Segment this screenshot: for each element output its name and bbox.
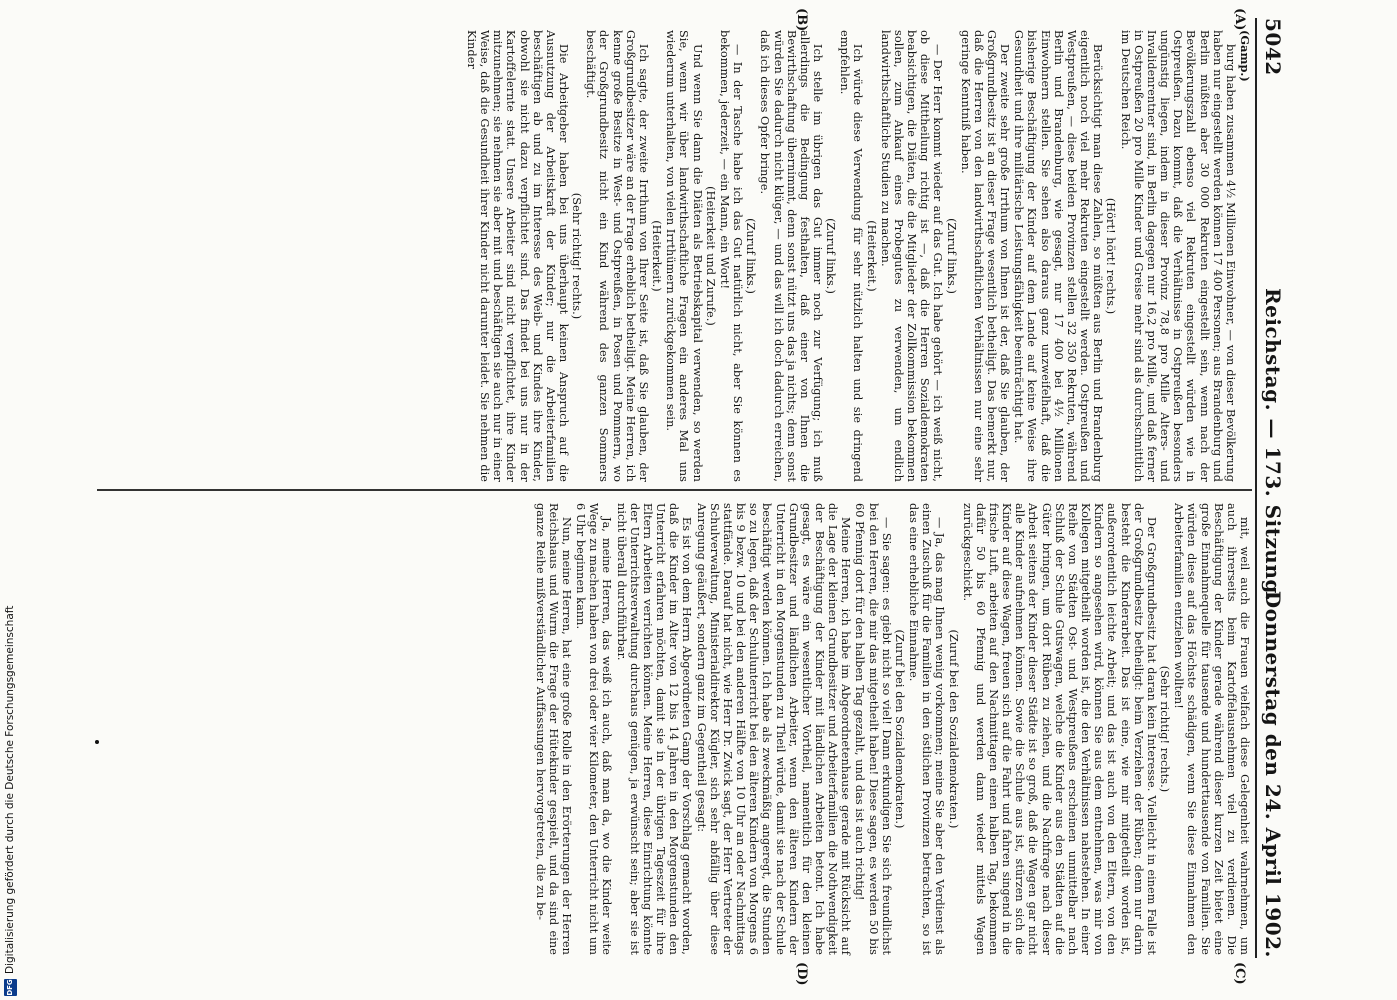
left-reaction: (Zuruf links.) xyxy=(944,218,958,294)
left-paragraph: Ich würde diese Verwendung für sehr nützlich halten und sie dringend empfehlen. xyxy=(838,30,865,482)
left-reaction: (Heiterkeit.) xyxy=(650,220,664,292)
header-rule xyxy=(1255,18,1257,958)
margin-letter-d: (D) xyxy=(794,962,809,986)
funding-notice: Digitalisierung gefördert durch die Deutsche Forschungsgemeinschaft xyxy=(4,605,16,974)
margin-letter-a: (A) xyxy=(1232,8,1247,31)
left-speaker: (Gamp.) xyxy=(1238,30,1252,82)
left-paragraph: Und wenn Sie dann die Diäten als Betriebskapital verwenden, so werden Sie, wenn wir über landwirthschaftliche Fragen ein anderes Mal uns wiederum unterhalten, von vielen Irrthümern zurückgekommen sein. xyxy=(664,30,704,482)
left-paragraph: burg haben zusammen 4½ Millionen Einwohner, — von dieser Bevölkerung haben nur eingestellt werden können 17 400 Personen; aus Brandenburg und Berlin müßten aber 30 000 Rekruten eingestellt sein, wenn nach der Bevölkerungszahl ebenso viel Rekruten eingestellt würden wie in Ostpreußen. Dazu kommt, daß die Verhältnisse in Ostpreußen besonders ungünstig liegen, indem in dieser Provinz 78,8 pro Mille Alters- und Invalidenrentner sind, in Berlin dagegen nur 16,2 pro Mille, und daß ferner in Ostpreußen 20 pro Mille Kinder und Greise mehr sind als durchschnittlich im Deutschen Reich. xyxy=(1118,30,1237,482)
left-reaction: (Zuruf links.) xyxy=(824,218,838,294)
right-paragraph: Meine Herren, ich habe im Abgeordnetenhause gerade mit Rücksicht auf die Lage der kleinen Grundbesitzer und Arbeiterfamilien die Nothwendigkeit der Beschäftigung der Kinder mit ländlichen Arbeiten betont. Ich habe gesagt, es wäre ein wesentlicher Vortheil, namentlich für den kleinen Grundbesitzer und ländlichen Arbeiter, wenn den älteren Kindern der Unterricht in den Morgenstunden zu Theil würde, damit sie nach der Schule beschäftigt werden können. Ich habe als zweckmäßig angeregt, die Stunden so zu legen, daß der Schulunterricht bei den älteren Kindern von Morgens 6 bis 9 bezw. 10 und bei den anderen Hälfte von 10 Uhr an oder Nachmittags stattfände. Darauf hat nicht, wie Herr Dr. Zwick sagt, der Herr Vertreter der Schulverwaltung, Ministerialdirektor Kügler, sich sehr abfällig über diese Anregung geäußert, sondern ganz im Gegentheil gesagt: xyxy=(694,503,853,955)
margin-letter-c: (C) xyxy=(1232,962,1247,985)
right-paragraph: Ja, meine Herren, das weiß ich auch, daß man da, wo die Kinder weite Wege zu machen haben von drei oder vier Kilometer, den Unterricht nicht um 6 Uhr beginnen kann. xyxy=(574,503,614,955)
margin-letter-b: (B) xyxy=(794,8,809,32)
right-reaction: (Zuruf bei den Sozialdemokraten.) xyxy=(946,629,960,829)
left-paragraph: — In der Tasche habe ich das Gut natürlich nicht, aber Sie können es bekommen, jederzeit, — ein Mann, ein Wort! xyxy=(717,30,745,482)
left-paragraph: Berücksichtigt man diese Zahlen, so müßten aus Berlin und Brandenburg eigentlich noch viel mehr Rekruten eingestellt werden. Ostpreußen und Westpreußen, — diese beiden Provinzen stellen 32 350 Rekruten, während Berlin und Brandenburg, wie gesagt, nur 17 400 bei 4½ Millionen Einwohnern stellen. Sie sehen also daraus ganz unzweifelhaft, daß die bisherige Beschäftigung der Kinder auf dem Lande auf keine Weise ihre Gesundheit und ihre militärische Leistungsfähigkeit beeinträchtigt hat. xyxy=(1012,30,1105,482)
digitization-strip xyxy=(0,0,20,1000)
session-date: Donnerstag den 24. April 1902. xyxy=(1261,590,1285,958)
right-paragraph: — Ja, das mag Ihnen wenig vorkommen; meine Sie aber den Verdienst als einen Zuschuß für die Familien in den östlichen Provinzen betrachten, so ist das eine erhebliche Einnahme. xyxy=(907,503,947,955)
left-reaction: (Heiterkeit.) xyxy=(864,220,878,292)
left-paragraph: — Der Herr kommt wieder auf das Gut. Ich habe gehört — ich weiß nicht, ob diese Mittheilung richtig ist —, daß die Herren Sozialdemokraten beabsichtigen, die Diäten, die die Mitglieder der Zollkommission bekommen sollen, zum Ankauf eines Probegutes zu verwenden, um endlich landwirthschaftliche Studien zu machen. xyxy=(878,30,945,482)
column-divider xyxy=(97,489,1252,491)
right-paragraph: Es ist von dem Herrn Abgeordneten Gamp der Vorschlag gemacht worden, daß die Kinder im Alter von 12 bis 14 Jahren in den Morgenstunden den Unterricht erfahren möchten, damit sie in der übrigen Tageszeit für ihre Eltern Arbeiten verrichten können. Meine Herren, diese Einrichtung könnte der Unterrichtsverwaltung durchaus genügen, ja erwünscht sein; aber sie ist nicht überall durchführbar. xyxy=(614,503,694,955)
page-number: 5042 xyxy=(1261,18,1285,76)
dfg-logo: DFG xyxy=(4,979,17,996)
scan-speck xyxy=(95,740,99,744)
left-paragraph: Die Arbeitgeber haben bei uns überhaupt keinen Anspruch auf die Ausnutzung der Arbeitskraft der Kinder; nur die Arbeiterfamilien beschäftigen ab und zu im Interesse des Weib- und Kindes ihre Kinder, obwohl sie nicht dazu verpflichtet sind. Das findet bei uns nur in der Kartoffelernte statt. Unsere Arbeiter sind nicht verpflichtet, ihre Kinder mitzunehmen; sie nehmen sie aber mit und beschäftigen sie auch nur in einer Weise, daß die Gesundheit ihrer Kinder nicht darunter leidet. Sie nehmen die Kinder xyxy=(464,30,571,482)
left-reaction: (Hört! hört! rechts.) xyxy=(1104,197,1118,315)
left-paragraph: Ich stelle im übrigen das Gut immer noch zur Verfügung; ich muß allerdings die Bedingung festhalten, daß einer von Ihnen die Bewirthschaftung übernimmt, denn sonst nützt uns das ja nichts; denn sonst würden Sie dadurch nicht klüger, — und das will ich doch dadurch erreichen, daß ich dieses Opfer bringe. xyxy=(758,30,824,482)
left-reaction: (Heiterkeit und Zurufe.) xyxy=(703,186,717,326)
left-paragraph: Ich sagte, der zweite Irrthum von Ihrer Seite ist, daß Sie glauben, der Großgrundbesitzer wäre an der Frage erheblich betheiligt. Meine Herren, ich kenne große Besitze in West- und Ostpreußen, in Posen und Pommern, wo der Großgrundbesitz nicht ein Kind während des ganzen Sommers beschäftigt. xyxy=(584,30,650,482)
right-paragraph: Der Großgrundbesitz hat daran kein Interesse. Vielleicht in einem Falle ist der Großgrundbesitz betheiligt: beim Verziehen der Rüben; denn nur darin besteht die Kinderarbeit. Das ist eine, wie mir mitgetheilt worden ist, außerordentlich leichte Arbeit; und das ist auch von den Eltern, von den Kindern so angesehen wird, können Sie aus dem entnehmen, was mir von Kollegen mitgetheilt worden ist, die den Verhältnissen nahestehen. In einer Reihe von Städten Ost- und Westpreußens erscheinen unmittelbar nach Schluß der Schule Gutswagen, welche die Kinder aus den Städten auf die Güter bringen, um dort Rüben zu ziehen, und die Nachfrage nach dieser Arbeit seitens der Kinder dieser Städte ist so groß, daß die Wagen gar nicht alle Kinder aufnehmen können. Sowie die Schule aus ist, stürzen sich die Kinder auf diese Wagen, freuen sich auf die Fahrt und fahren singend in die frische Luft, arbeiten auf den Nachmittagen einen halben Tag, bekommen dafür 50 bis 60 Pfennig und werden dann wieder mittels Wagen zurückgeschickt. xyxy=(960,503,1158,955)
right-reaction: (Zuruf bei den Sozialdemokraten.) xyxy=(892,629,906,829)
right-paragraph: Nun, meine Herren, hat eine große Rolle in den Erörterungen der Herren Reichshaus und Wurm die Frage der Hütekinder gespielt, und da sind eine ganze Reihe mißverständlicher Auffassungen hervorgetreten, die zu be- xyxy=(533,503,574,955)
left-text-column xyxy=(464,30,1251,482)
left-reaction: (Sehr richtig! rechts.) xyxy=(570,192,584,320)
left-paragraph: Der zweite sehr große Irrthum von Ihnen ist der, daß Sie glauben, der Großgrundbesitz ist an dieser Frage wesentlich betheiligt. Das bemerkt nur, daß die Herren von den landwirthschaftlichen Verhältnissen nur eine sehr geringe Kenntniß haben. xyxy=(958,30,1012,482)
right-paragraph: — Sie sagen: es giebt nicht so viel! Dann erkundigen Sie sich freundlichst bei den Herren, die mir das mitgetheilt haben! Diese sagen, es werden 50 bis 60 Pfennig dort für den halben Tag gezahlt, und das ist auch richtig! xyxy=(853,503,893,955)
right-text-column xyxy=(533,503,1251,955)
left-reaction: (Zuruf links.) xyxy=(744,218,758,294)
page-header xyxy=(1259,18,1285,958)
right-reaction: (Sehr richtig! rechts.) xyxy=(1158,665,1172,793)
running-head: Reichstag. — 173. Sitzung. xyxy=(1261,288,1285,602)
right-paragraph: mit, weil auch die Frauen vielfach diese Gelegenheit wahrnehmen, um auch ihrerseits beim Kartoffelausnehmen viel zu verdienen. Die Beschäftigung der Kinder gerade während dieser kurzen Zeit bietet eine große Einnahmequelle für tausende und hunderttausende von Familien. Sie würden diese auf das Höchste schädigen, wenn Sie diese Einnahmen den Arbeiterfamilien entziehen wollten! xyxy=(1172,503,1251,955)
